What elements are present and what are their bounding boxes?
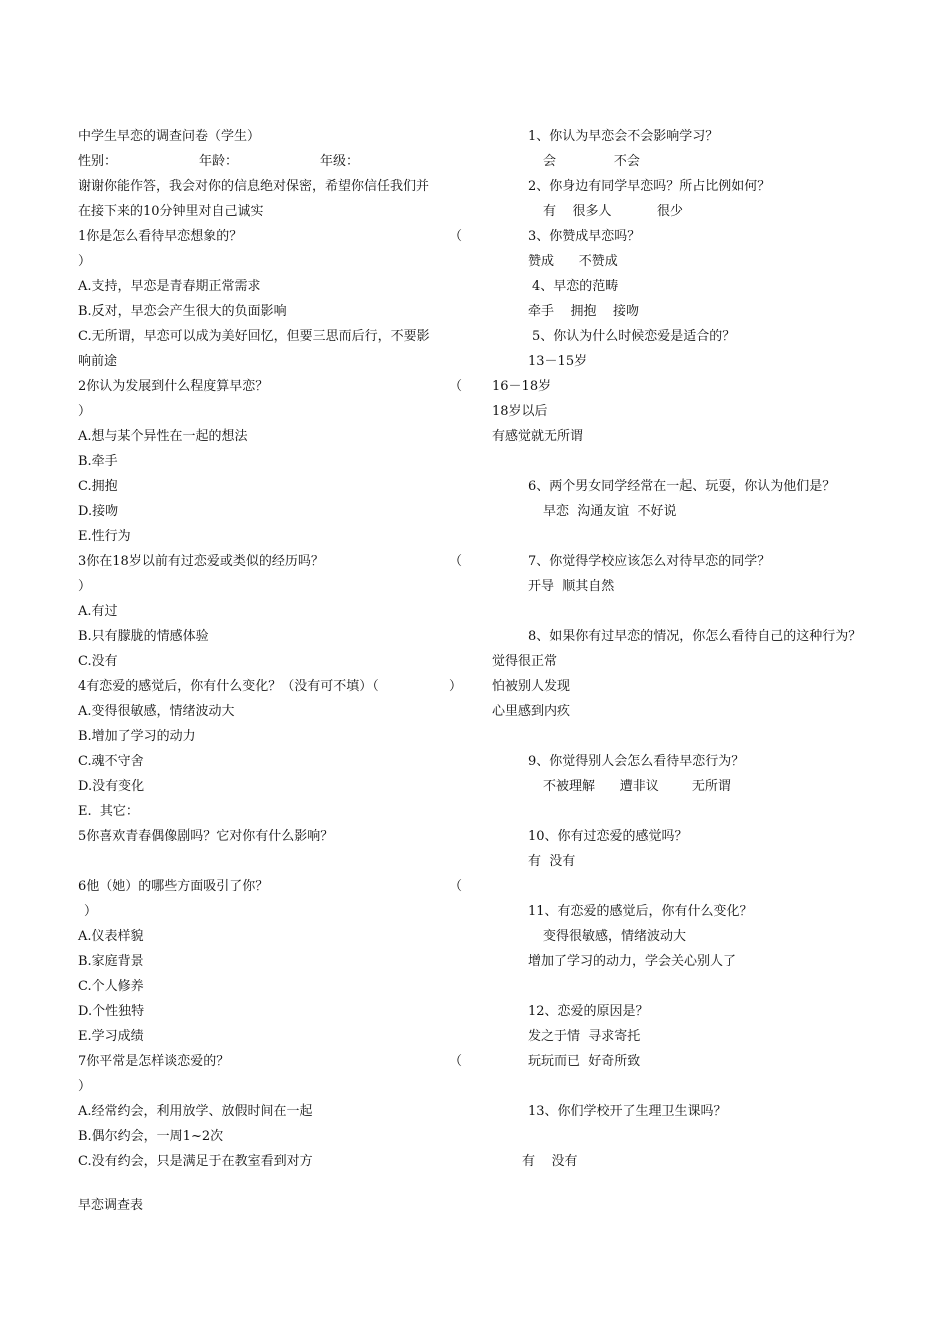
right-answer: 赞成 不赞成 xyxy=(528,254,618,269)
option: C.个人修养 xyxy=(78,979,144,994)
answer-paren-open: （ xyxy=(448,554,462,569)
option: C.拥抱 xyxy=(78,479,118,494)
option: E. 其它： xyxy=(78,804,139,819)
survey-title: 中学生早恋的调查问卷（学生） xyxy=(78,129,261,144)
right-answer: 有感觉就无所谓 xyxy=(492,429,584,444)
grade-label: 年级： xyxy=(320,154,360,169)
right-question-10: 10、你有过恋爱的感觉吗？ xyxy=(528,829,688,844)
option: A.仪表样貌 xyxy=(78,929,144,944)
question-text: 2你认为发展到什么程度算早恋？ xyxy=(78,379,269,394)
right-question-3: 3、你赞成早恋吗？ xyxy=(528,229,641,244)
option: D.个性独特 xyxy=(78,1004,145,1019)
option: C.无所谓，早恋可以成为美好回忆，但要三思而后行，不要影 xyxy=(78,329,430,344)
age-label: 年龄： xyxy=(199,154,239,169)
option: B.家庭背景 xyxy=(78,954,144,969)
right-question-8: 8、如果你有过早恋的情况，你怎么看待自己的这种行为？ xyxy=(528,629,862,644)
option: A.想与某个异性在一起的想法 xyxy=(78,429,248,444)
answer-paren-close: ） xyxy=(448,679,462,694)
option: B.偶尔约会，一周1~2次 xyxy=(78,1129,224,1144)
option: A.有过 xyxy=(78,604,118,619)
intro-line-2: 在接下来的10分钟里对自己诚实 xyxy=(78,204,264,219)
option: C.没有 xyxy=(78,654,118,669)
option: C.魂不守舍 xyxy=(78,754,144,769)
question-7 xyxy=(78,1049,462,1074)
gender-label: 性别： xyxy=(78,154,118,169)
answer-paren-open: （ xyxy=(448,1054,462,1069)
blank-line xyxy=(492,874,912,899)
right-question-12: 12、恋爱的原因是？ xyxy=(528,1004,649,1019)
question-text: 7你平常是怎样谈恋爱的？ xyxy=(78,1054,230,1069)
option: B.反对，早恋会产生很大的负面影响 xyxy=(78,304,287,319)
intro-line-1: 谢谢你能作答，我会对你的信息绝对保密，希望你信任我们并 xyxy=(78,179,430,194)
left-column xyxy=(78,124,462,1174)
right-answer: 18岁以后 xyxy=(492,404,548,419)
right-answer: 有 没有 xyxy=(528,854,576,869)
question-text: 6他（她）的哪些方面吸引了你？ xyxy=(78,879,269,894)
right-question-11: 11、有恋爱的感觉后，你有什么变化？ xyxy=(528,904,753,919)
right-answer: 有 没有 xyxy=(522,1154,578,1169)
option-continued: 响前途 xyxy=(78,354,118,369)
right-answer: 早恋 沟通友谊 不好说 xyxy=(543,504,677,519)
right-answer: 有 很多人 很少 xyxy=(543,204,683,219)
right-answer: 玩玩而已 好奇所致 xyxy=(528,1054,641,1069)
blank-line xyxy=(492,599,912,624)
option: C.没有约会，只是满足于在教室看到对方 xyxy=(78,1154,313,1169)
answer-paren-close: ） xyxy=(84,904,98,919)
question-text: 3你在18岁以前有过恋爱或类似的经历吗？ xyxy=(78,554,324,569)
right-question-13: 13、你们学校开了生理卫生课吗？ xyxy=(528,1104,727,1119)
option: A.变得很敏感，情绪波动大 xyxy=(78,704,235,719)
right-answer: 13－15岁 xyxy=(528,354,588,369)
question-6 xyxy=(78,874,462,899)
question-text: 1你是怎么看待早恋想象的？ xyxy=(78,229,243,244)
option: A.支持，早恋是青春期正常需求 xyxy=(78,279,261,294)
blank-line xyxy=(78,849,462,874)
right-answer: 不被理解 遭非议 无所谓 xyxy=(543,779,731,794)
answer-paren-close: ） xyxy=(78,579,92,594)
option: E.性行为 xyxy=(78,529,131,544)
right-answer: 牵手 拥抱 接吻 xyxy=(528,304,640,319)
right-question-2: 2、你身边有同学早恋吗？所占比例如何？ xyxy=(528,179,771,194)
blank-line xyxy=(492,524,912,549)
question-5: 5你喜欢青春偶像剧吗？它对你有什么影响？ xyxy=(78,829,334,844)
question-1 xyxy=(78,224,462,249)
blank-line xyxy=(492,974,912,999)
right-question-7: 7、你觉得学校应该怎么对待早恋的同学？ xyxy=(528,554,771,569)
option: E.学习成绩 xyxy=(78,1029,144,1044)
blank-line xyxy=(492,1124,912,1149)
footer-title: 早恋调查表 xyxy=(78,1198,144,1213)
info-fields xyxy=(78,149,462,174)
right-question-6: 6、两个男女同学经常在一起、玩耍，你认为他们是？ xyxy=(528,479,836,494)
right-question-1: 1、你认为早恋会不会影响学习？ xyxy=(528,129,719,144)
answer-paren-close: ） xyxy=(78,404,92,419)
question-3 xyxy=(78,549,462,574)
answer-paren-open: （ xyxy=(448,879,462,894)
right-answer: 开导 顺其自然 xyxy=(528,579,615,594)
right-answer: 发之于情 寻求寄托 xyxy=(528,1029,641,1044)
right-answer: 怕被别人发现 xyxy=(492,679,571,694)
option: B.只有朦胧的情感体验 xyxy=(78,629,209,644)
right-question-4: 4、早恋的范畴 xyxy=(532,279,619,294)
blank-line xyxy=(492,1074,912,1099)
blank-line xyxy=(492,724,912,749)
blank-line xyxy=(492,449,912,474)
answer-paren-close: ） xyxy=(78,254,92,269)
answer-paren-open: （ xyxy=(448,379,462,394)
right-answer: 增加了学习的动力，学会关心别人了 xyxy=(528,954,737,969)
right-answer: 16－18岁 xyxy=(492,379,552,394)
right-column xyxy=(492,124,912,1174)
right-answer: 会 不会 xyxy=(543,154,640,169)
option: D.没有变化 xyxy=(78,779,145,794)
question-4 xyxy=(78,674,462,699)
blank-line xyxy=(492,799,912,824)
answer-paren-close: ） xyxy=(78,1079,92,1094)
question-text: 4有恋爱的感觉后，你有什么变化？（没有可不填）（ xyxy=(78,679,379,694)
option: A.经常约会，利用放学、放假时间在一起 xyxy=(78,1104,313,1119)
right-answer: 觉得很正常 xyxy=(492,654,558,669)
option: B.牵手 xyxy=(78,454,118,469)
right-answer: 心里感到内疚 xyxy=(492,704,571,719)
option: B.增加了学习的动力 xyxy=(78,729,196,744)
right-question-5: 5、你认为什么时候恋爱是适合的？ xyxy=(532,329,736,344)
question-2 xyxy=(78,374,462,399)
right-question-9: 9、你觉得别人会怎么看待早恋行为？ xyxy=(528,754,745,769)
option: D.接吻 xyxy=(78,504,119,519)
right-answer: 变得很敏感，情绪波动大 xyxy=(543,929,687,944)
answer-paren-open: （ xyxy=(448,229,462,244)
